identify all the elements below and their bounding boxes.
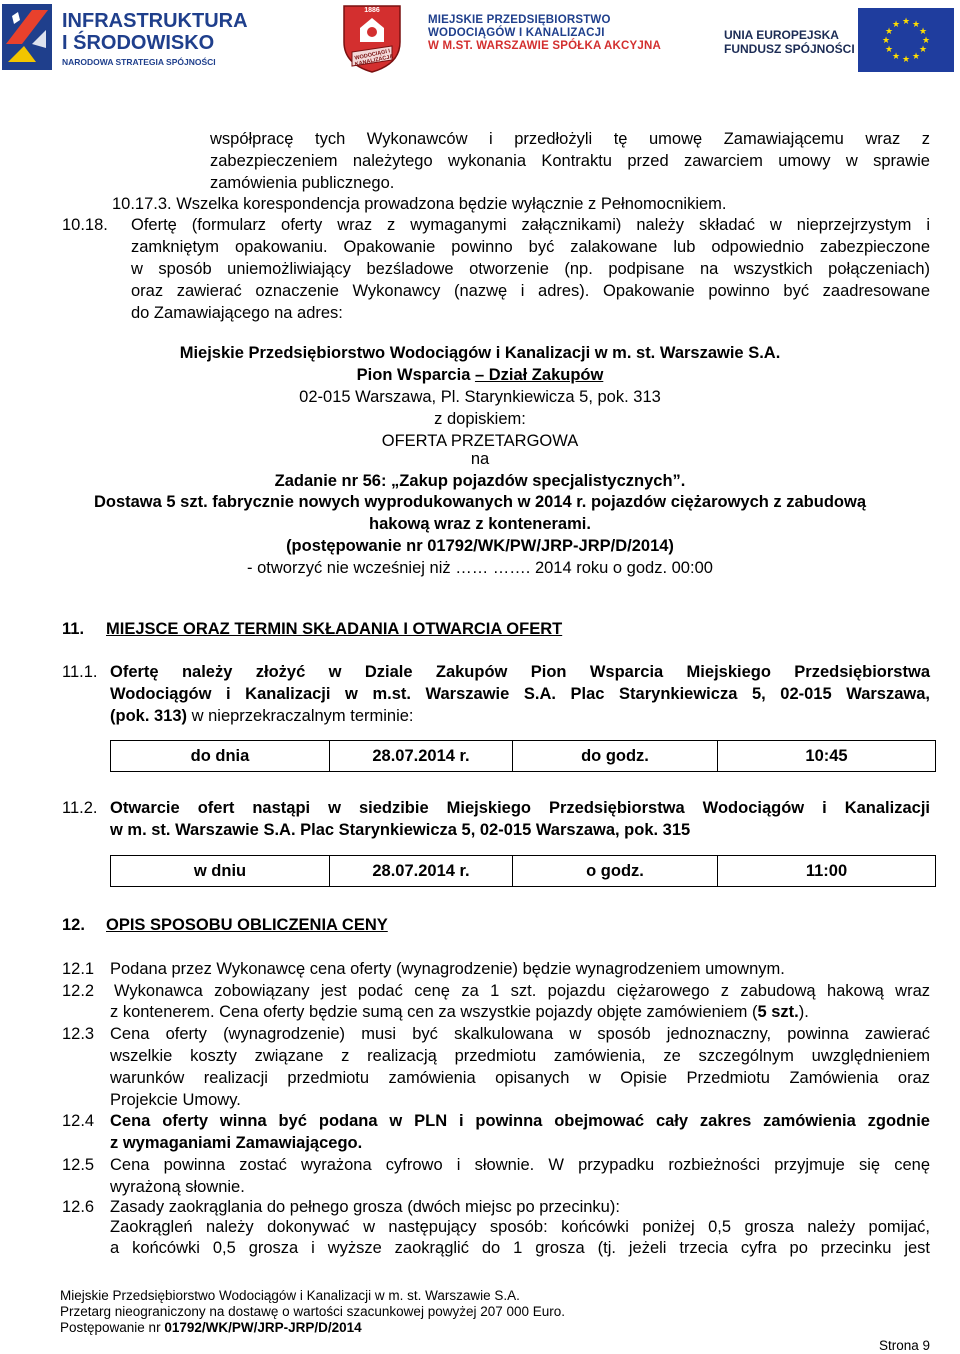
ue-line2: FUNDUSZ SPÓJNOŚCI: [724, 42, 855, 56]
s12-6-line2: Zaokrągleń należy dokonywać w następujący sposób: końcówki poniżej 0,5 grosza należy pomijać,: [110, 1218, 930, 1236]
opening-table: [110, 855, 936, 887]
s11-2-line2: w m. st. Warszawie S.A. Plac Starynkiewicza 5, 02-015 Warszawa, pok. 315: [110, 821, 691, 839]
s11-1-line1: Ofertę należy złożyć w Dziale Zakupów Pion Wsparcia Miejskiego Przedsiębiorstwa: [110, 663, 930, 681]
s12-2-end: ).: [798, 1003, 809, 1021]
mpwik-name: [428, 14, 661, 53]
deadline-time: 10:45: [718, 741, 936, 772]
footer-line2: Przetarg nieograniczony na dostawę o wartości szacunkowej powyżej 207 000 Euro.: [60, 1304, 566, 1319]
s12-2-number: 12.2: [62, 982, 95, 1000]
s12-3-line3: warunków realizacji przedmiotu zamówienia opisanych w Opisie Przedmiotu Zamówienia oraz: [110, 1069, 930, 1087]
delivery-line1: Dostawa 5 szt. fabrycznie nowych wyprodukowanych w 2014 r. pojazdów ciężarowych z zabudową: [93, 493, 867, 511]
svg-text:★: ★: [891, 52, 901, 62]
table-row: [111, 741, 936, 772]
s11-1-room: (pok. 313): [110, 707, 188, 725]
offer-label: OFERTA PRZETARGOWA: [381, 432, 579, 450]
svg-text:★: ★: [901, 55, 911, 65]
page-number: Strona 9: [878, 1338, 930, 1353]
footer-line1: Miejskie Przedsiębiorstwo Wodociągów i Kanalizacji w m. st. Warszawie S.A.: [60, 1288, 520, 1303]
infrastruktura-title: [62, 10, 248, 54]
delivery-line2: hakową wraz z kontenerami.: [369, 515, 591, 533]
opening-label-date: w dniu: [111, 856, 330, 887]
footer-line3: [60, 1320, 920, 1336]
svg-text:★: ★: [901, 17, 911, 27]
p3-line1: Ofertę (formularz oferty wraz z wymaganymi załącznikami) należy składać w nieprzejrzystym i: [131, 216, 930, 234]
mpwik-line2: WODOCIĄGÓW I KANALIZACJI: [428, 27, 605, 39]
s12-2-line1: Wykonawca zobowiązany jest podać cenę za 1 szt. pojazdu ciężarowego z zabudową hakową wraz: [114, 982, 930, 1000]
p1-line2: zabezpieczeniem należytego wykonania Kontraktu przed zawarciem umowy w sprawie: [210, 152, 930, 170]
p1-line3: zamówienia publicznego.: [210, 174, 395, 192]
mpwik-line3: W M.ST. WARSZAWIE SPÓŁKA AKCYJNA: [428, 40, 661, 52]
infra-title-line2: I ŚRODOWISKO: [62, 32, 215, 54]
section12-title: OPIS SPOSOBU OBLICZENIA CENY: [106, 916, 388, 934]
deadline-label-time: do godz.: [513, 741, 718, 772]
svg-text:★: ★: [918, 27, 928, 37]
p3-line2: zamkniętym opakowaniu. Opakowanie powinno być zalakowane lub odpowiednio zabezpieczone: [131, 238, 930, 256]
s12-4-line2: z wymaganiami Zamawiającego.: [110, 1134, 363, 1152]
footer-proceeding-label: Postępowanie nr: [60, 1320, 165, 1335]
s12-2-text: z kontenerem. Cena oferty będzie sumą cen za wszystkie pojazdy objęte zamówieniem (: [110, 1003, 758, 1021]
s12-3-line4: Projekcie Umowy.: [110, 1091, 241, 1109]
s12-6-line3: a końcówki 0,5 grosza i wyższe zaokrąglić do 1 grosza (tj. jeżeli trzecia cyfra po przecinku jest: [110, 1239, 930, 1257]
section12-number: 12.: [62, 916, 85, 934]
p3-number: 10.18.: [62, 216, 108, 234]
ue-name: [724, 28, 855, 56]
infrastruktura-subtitle: NARODOWA STRATEGIA SPÓJNOŚCI: [62, 57, 216, 67]
p3-line3: w sposób uniemożliwiający bezśladowe otworzenie (np. podpisane na wszystkich połączeniach): [131, 260, 930, 278]
s11-2-line1: Otwarcie ofert nastąpi w siedzibie Miejskiego Przedsiębiorstwa Wodociągów i Kanalizacji: [110, 799, 930, 817]
task-title: Zadanie nr 56: „Zakup pojazdów specjalistycznych”.: [274, 472, 686, 490]
table-row: [111, 856, 936, 887]
mpwik-line1: MIEJSKIE PRZEDSIĘBIORSTWO: [428, 14, 611, 26]
svg-text:★: ★: [911, 20, 921, 30]
svg-text:★: ★: [921, 36, 931, 46]
p3-line5: do Zamawiającego na adres:: [131, 304, 343, 322]
eu-flag-icon: [858, 8, 954, 72]
s12-4-number: 12.4: [62, 1112, 95, 1130]
s12-5-line1: Cena powinna zostać wyrażona cyfrowo i słownie. W przypadku rozbieżności przyjmuje się cenę: [110, 1156, 930, 1174]
submission-deadline-table: [110, 740, 936, 772]
s12-5-number: 12.5: [62, 1156, 95, 1174]
svg-text:★: ★: [881, 36, 891, 46]
division-prefix: Pion Wsparcia: [356, 366, 475, 384]
infrastruktura-emblem-icon: [2, 4, 52, 70]
s11-2-number: 11.2.: [62, 799, 98, 817]
opening-time: 11:00: [718, 856, 936, 887]
s12-1-line1: Podana przez Wykonawcę cena oferty (wynagrodzenie) będzie wynagrodzeniem umownym.: [110, 960, 785, 978]
deadline-date: 28.07.2014 r.: [330, 741, 513, 772]
crest-ribbon: WODOCIĄGI I KANALIZACJA: [354, 48, 394, 68]
footer-proceeding-number: 01792/WK/PW/JRP-JRP/D/2014: [164, 1320, 362, 1335]
s12-1-number: 12.1: [62, 960, 95, 978]
address-company: Miejskie Przedsiębiorstwo Wodociągów i Kanalizacji w m. st. Warszawie S.A.: [179, 344, 781, 362]
s11-1-number: 11.1.: [62, 663, 98, 681]
infra-title-line1: INFRASTRUKTURA: [62, 10, 248, 32]
proceeding-number: (postępowanie nr 01792/WK/PW/JRP-JRP/D/2014): [286, 537, 674, 555]
opening-label-time: o godz.: [513, 856, 718, 887]
open-not-before: - otworzyć nie wcześniej niż …… ……. 2014 roku o godz. 00:00: [247, 559, 713, 577]
footer: [60, 1288, 920, 1336]
opening-date: 28.07.2014 r.: [330, 856, 513, 887]
offer-na: na: [470, 450, 490, 468]
address-division: [0, 364, 960, 386]
s11-1-line3: [110, 705, 414, 727]
s12-3-line1: Cena oferty (wynagrodzenie) musi być skalkulowana w sposób jednoznaczny, powinna zawierać: [110, 1025, 930, 1043]
s12-4-line1: Cena oferty winna być podana w PLN i powinna obejmować cały zakres zamówienia zgodnie: [110, 1112, 930, 1130]
s11-1-line2: Wodociągów i Kanalizacji w m.st. Warszawie S.A. Plac Starynkiewicza 5, 02-015 Warszawa,: [110, 685, 930, 703]
s12-3-line2: wszelkie koszty związane z realizacją przedmiotu zamówienia, ze szczególnym uwzględnieniem: [110, 1047, 930, 1065]
s12-6-line1: Zasady zaokrąglania do pełnego grosza (dwóch miejsc po przecinku):: [110, 1198, 620, 1216]
svg-text:★: ★: [884, 45, 894, 55]
mpwik-crest: [336, 2, 408, 74]
s12-2-line2: [110, 1001, 809, 1023]
deadline-label-date: do dnia: [111, 741, 330, 772]
header-logos: [0, 0, 960, 75]
svg-text:★: ★: [884, 27, 894, 37]
ue-line1: UNIA EUROPEJSKA: [724, 28, 839, 42]
s12-2-quantity: 5 szt.: [757, 1003, 799, 1021]
s12-6-number: 12.6: [62, 1198, 95, 1216]
svg-text:★: ★: [911, 52, 921, 62]
p3-line4: oraz zawierać oznaczenie Wykonawcy (nazwę i adres). Opakowanie powinno być zaadresowane: [131, 282, 930, 300]
crest-year: 1886: [364, 7, 380, 14]
svg-text:★: ★: [891, 20, 901, 30]
s11-1-deadline-text: w nieprzekraczalnym terminie:: [187, 707, 414, 725]
section11-title: MIEJSCE ORAZ TERMIN SKŁADANIA I OTWARCIA OFERT: [106, 620, 563, 638]
s12-5-line2: wyrażoną słownie.: [110, 1178, 245, 1196]
p2-line: 10.17.3. Wszelka korespondencja prowadzona będzie wyłącznie z Pełnomocnikiem.: [112, 195, 727, 213]
svg-text:★: ★: [918, 45, 928, 55]
address-note: z dopiskiem:: [434, 410, 526, 428]
p1-line1: współpracę tych Wykonawców i przedłożyli tę umowę Zamawiającemu wraz z: [210, 130, 930, 148]
address-street: 02-015 Warszawa, Pl. Starynkiewicza 5, pok. 313: [299, 388, 661, 406]
s12-3-number: 12.3: [62, 1025, 95, 1043]
infrastruktura-logo: [2, 4, 252, 70]
section11-number: 11.: [62, 620, 85, 638]
division-underlined: – Dział Zakupów: [474, 366, 604, 384]
